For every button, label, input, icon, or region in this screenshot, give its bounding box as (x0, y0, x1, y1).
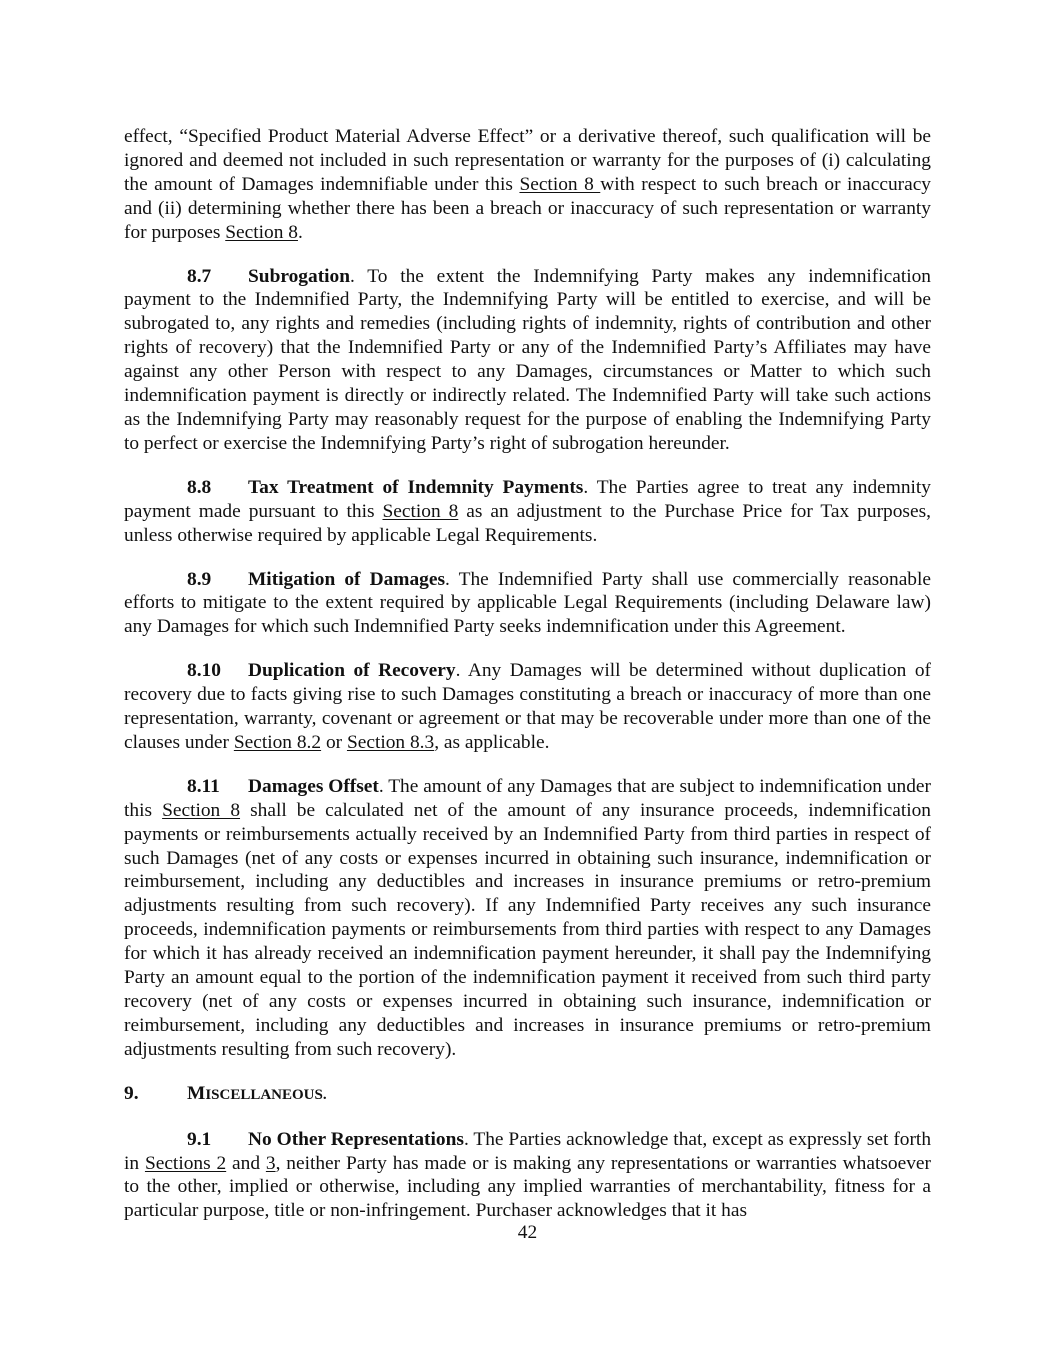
section-number: 8.11 (187, 775, 220, 797)
section-8-7 (124, 265, 931, 456)
section-title: Subrogation (248, 265, 351, 287)
paragraph-text: . To the extent the Indemnifying Party makes any indemnification payment to the Indemnified Party, the Indemnifying Party will be entitled to exercise, and will be subrogated to, any rights and remedies (including rights of indemnity, rights of contribution and other rights of recovery) that the Indemnified Party or any of the Indemnified Party’s Affiliates may have against any other Person with respect to any Damages, circumstances or Matter to which such indemnification payment is directly or indirectly related. The Indemnified Party will take such actions as the Indemnifying Party may reasonably request for the purpose of enabling the Indemnifying Party to perfect or exercise the Indemnifying Party’s right of subrogation hereunder. (124, 265, 931, 454)
section-8-11 (124, 775, 931, 1062)
document-page (124, 125, 931, 1243)
section-8-reference-link[interactable]: Section 8 (162, 799, 241, 821)
paragraph-text: and (226, 1152, 266, 1174)
section-8-9 (124, 568, 931, 640)
section-title: Tax Treatment of Indemnity Payments (248, 476, 584, 498)
paragraph-text: as an adjustment to the Purchase Price for Tax purposes, unless otherwise required by applicable Legal Requirements. (124, 500, 931, 546)
paragraph-text: with respect to such breach or inaccuracy and (ii) determining whether there has been a breach or inaccuracy of such representation or warranty for purposes (124, 173, 931, 243)
section-8-reference-link[interactable]: Section 8 (519, 173, 601, 195)
sections-2-reference-link[interactable]: Sections 2 (144, 1152, 227, 1174)
section-title-rest: ISCELLANEOUS. (205, 1086, 327, 1103)
section-8-8 (124, 476, 931, 548)
section-8-reference-link[interactable]: Section 8 (382, 500, 459, 522)
paragraph-text: effect, “Specified Product Material Adverse Effect” or a derivative thereof, such qualification will be ignored and deemed not included in such representation or warranty for the purposes of (i) calculating the amount of Damages indemnifiable under this (124, 126, 931, 195)
paragraph-text: . The Parties agree to treat any indemnity payment made pursuant to this (124, 476, 931, 522)
section-title: Duplication of Recovery (248, 660, 456, 682)
paragraph-text: . The amount of any Damages that are subject to indemnification under this (124, 775, 931, 821)
section-8-reference-link[interactable]: Section 8 (225, 221, 298, 243)
paragraph-continuation (124, 125, 931, 245)
paragraph-text: . Any Damages will be determined without duplication of recovery due to facts giving rise to such Damages constituting a breach or inaccuracy of more than one representation, warranty, covenant or agreement or that may be recoverable under more than one of the clauses under (124, 660, 931, 753)
section-number: 9.1 (187, 1128, 212, 1150)
section-number: 8.7 (187, 265, 212, 287)
section-9-1 (124, 1128, 931, 1224)
section-3-reference-link[interactable]: 3 (265, 1152, 276, 1174)
paragraph-text: , as applicable. (434, 731, 550, 753)
section-8-3-reference-link[interactable]: Section 8.3 (346, 731, 435, 753)
paragraph-text: . (297, 221, 303, 243)
page-number: 42 (517, 1222, 538, 1243)
section-8-10 (124, 659, 931, 755)
section-number: 8.8 (187, 476, 212, 498)
paragraph-text: or (321, 731, 347, 753)
section-title: No Other Representations (248, 1128, 464, 1150)
section-number: 8.9 (187, 568, 212, 590)
paragraph-text: , neither Party has made or is making any representations or warranties whatsoever to the other, implied or otherwise, including any implied warranties of merchantability, fitness for a particular purpose, title or non-infringement. Purchaser acknowledges that it has (124, 1152, 931, 1222)
section-8-2-reference-link[interactable]: Section 8.2 (233, 731, 322, 753)
section-title-initial: M (187, 1082, 206, 1104)
section-9-heading (124, 1082, 931, 1108)
section-number: 9. (124, 1082, 139, 1104)
paragraph-text: shall be calculated net of the amount of any insurance proceeds, indemnification payments or reimbursements actually received by an Indemnified Party from third parties in respect of such Damages (net of any costs or expenses incurred in obtaining such insurance, indemnification or reimbursement, including any deductibles and increases in insurance premiums or retro-premium adjustments resulting from such recovery). If any Indemnified Party receives any such insurance proceeds, indemnification payments or reimbursements from third parties with respect to any Damages for which it has already received an indemnification payment hereunder, it shall pay the Indemnifying Party an amount equal to the portion of the indemnification payment it received from such third party recovery (net of any costs or expenses incurred in obtaining such insurance, indemnification or reimbursement, including any deductibles and increases in insurance premiums or retro-premium adjustments resulting from such recovery). (124, 799, 931, 1060)
section-title: Damages Offset (248, 775, 379, 797)
paragraph-text: . The Indemnified Party shall use commercially reasonable efforts to mitigate to the extent required by applicable Legal Requirements (including Delaware law) any Damages for which such Indemnified Party seeks indemnification under this Agreement. (124, 568, 931, 638)
section-number: 8.10 (187, 660, 221, 682)
paragraph-text: . The Parties acknowledge that, except as expressly set forth in (124, 1128, 932, 1174)
section-title: Mitigation of Damages (248, 568, 445, 590)
